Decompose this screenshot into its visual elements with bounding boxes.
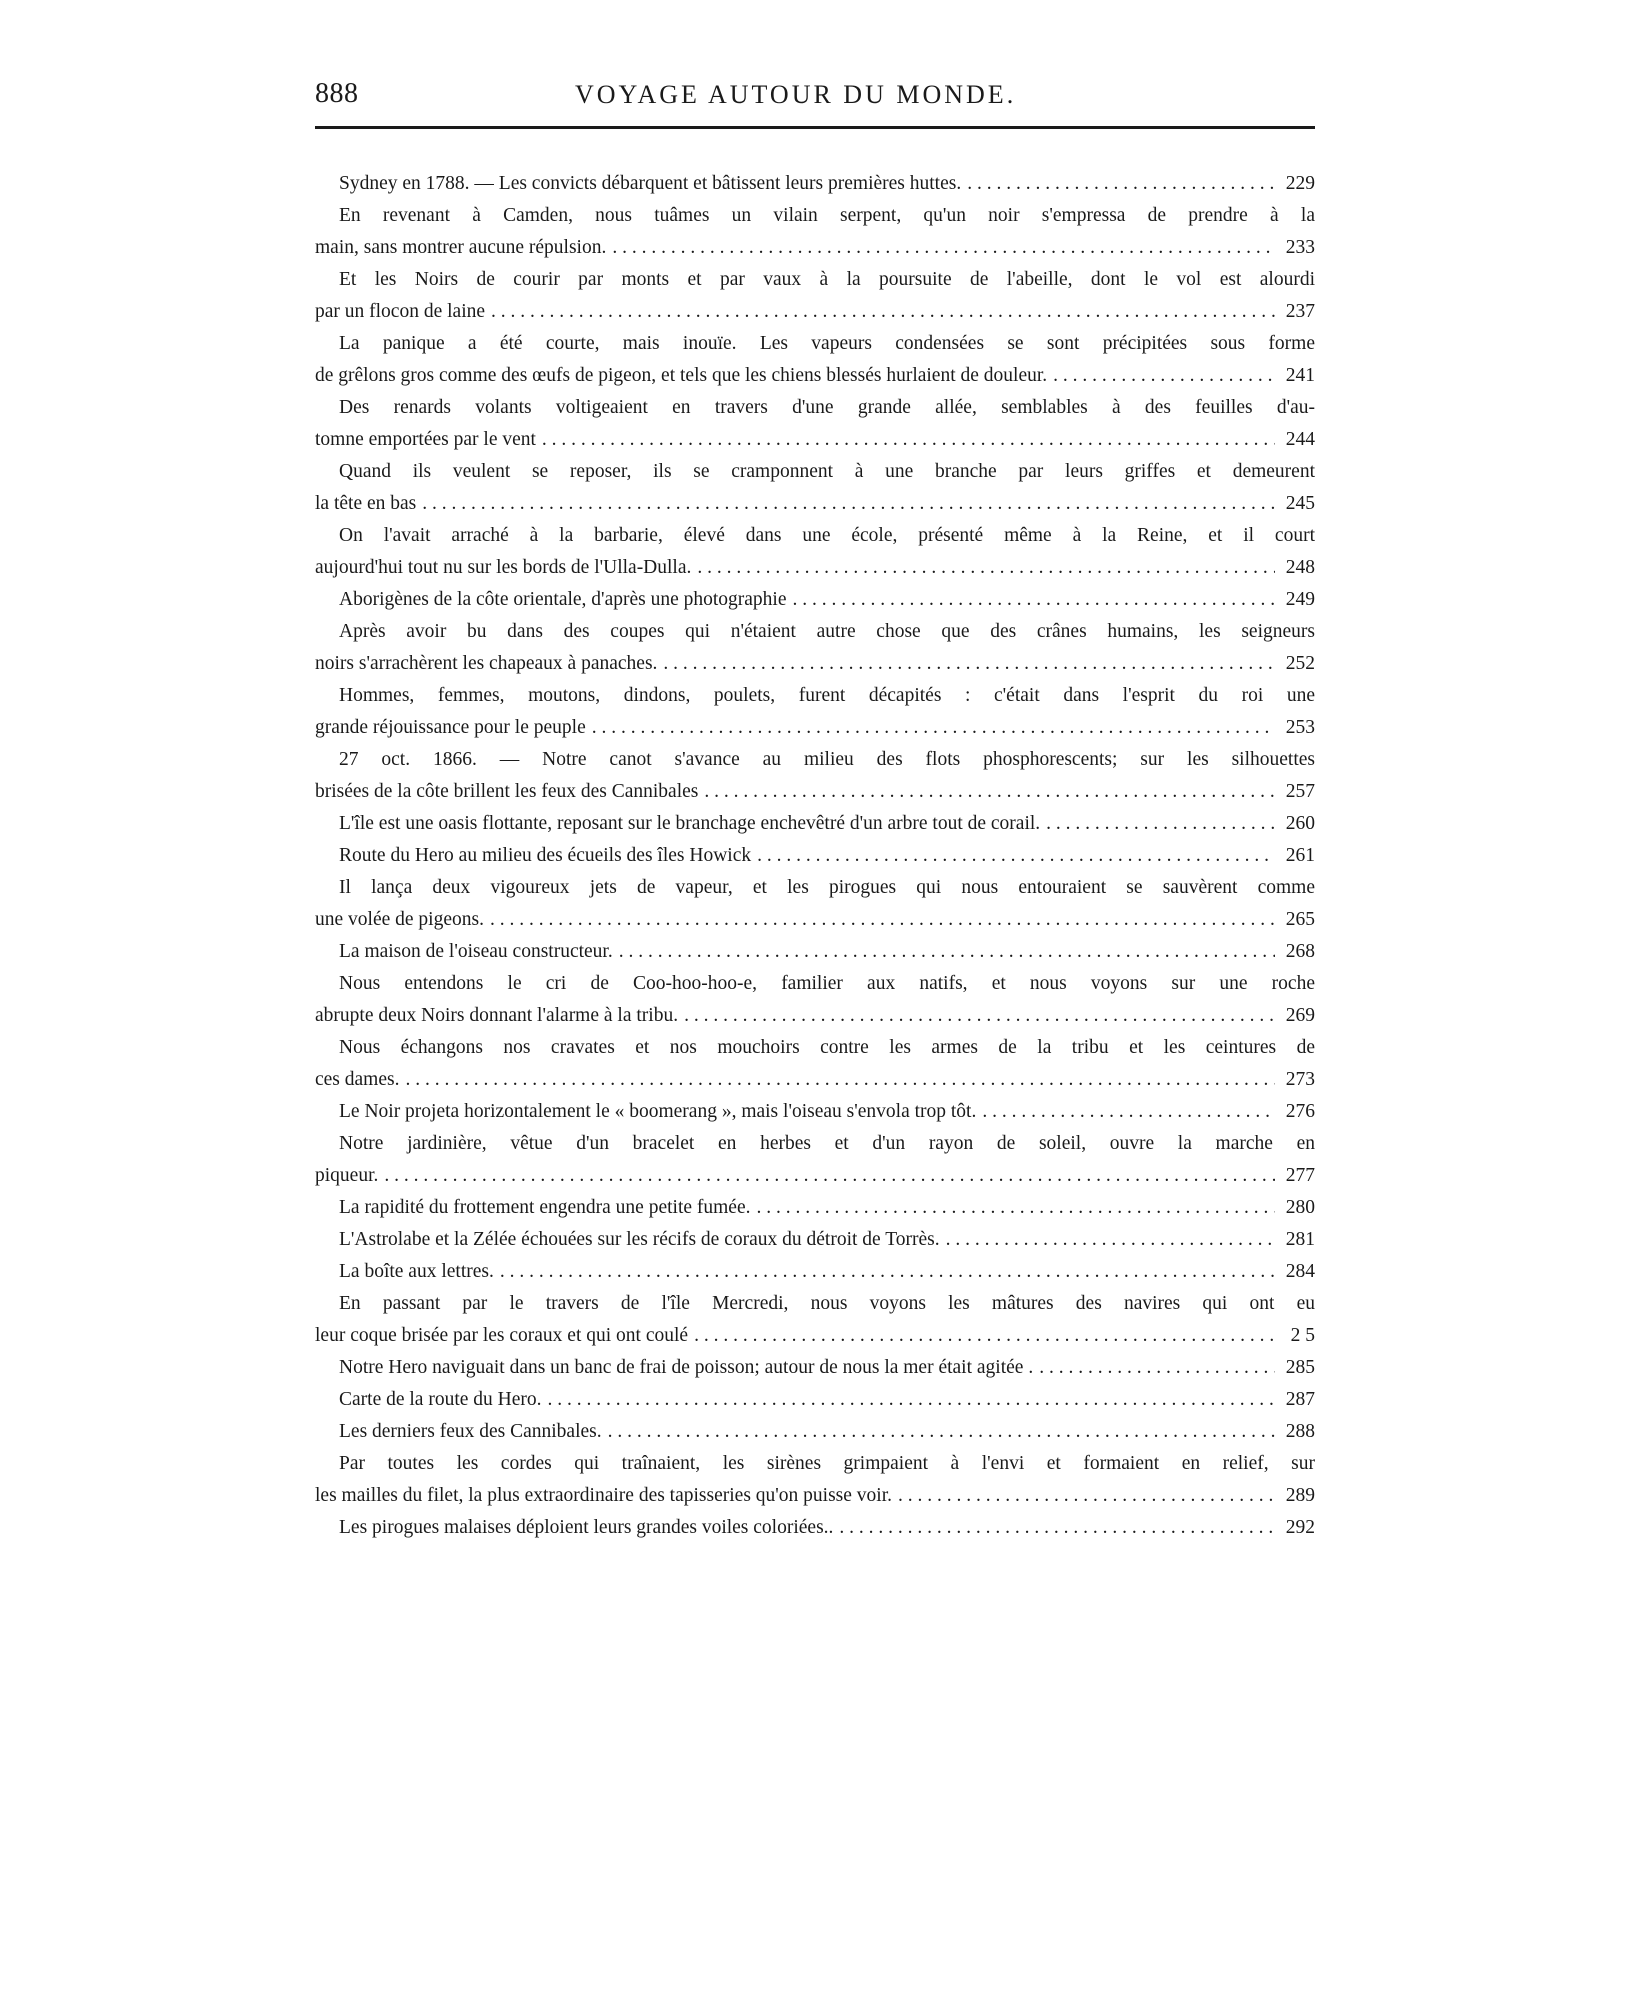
entry-caption-first-line: Notre jardinière, vêtue d'un bracelet en herbes et d'un rayon de soleil, ouvre la marche en [339,1133,1315,1154]
entry-caption-first-line: Après avoir bu dans des coupes qui n'étaient autre chose que des crânes humains, les seigneurs [339,621,1315,642]
entry-caption-last-line: ces dames. [315,1069,400,1090]
entry-caption-first-line: Par toutes les cordes qui traînaient, les sirènes grimpaient à l'envi et formaient en relief, sur [339,1453,1315,1474]
entry-caption-last-line: une volée de pigeons. [315,909,484,930]
dot-leader [484,904,1275,936]
entry-caption-last-line: piqueur. [315,1165,379,1186]
entry-line [315,840,1315,872]
dot-leader [751,840,1275,872]
list-item [315,744,1315,808]
dot-leader [399,1064,1275,1096]
header-rule [315,126,1315,129]
entry-caption-last-line: abrupte deux Noirs donnant l'alarme à la tribu. [315,1005,679,1026]
list-item [315,1224,1315,1256]
dot-leader [416,488,1275,520]
entry-line [315,712,1315,744]
entry-line [315,648,1315,680]
entry-caption-last-line: main, sans montrer aucune répulsion. [315,237,607,258]
entry-line [315,232,1315,264]
list-item [315,808,1315,840]
entry-page-number: 257 [1285,781,1315,802]
entry-caption-first-line: En revenant à Camden, nous tuâmes un vilain serpent, qu'un noir s'empressa de prendre à la [339,205,1315,226]
entry-line [315,1384,1315,1416]
entry-line [315,808,1315,840]
entry-page-number: 2 5 [1290,1325,1315,1346]
dot-leader [542,1384,1275,1416]
entry-caption-last-line: de grêlons gros comme des œufs de pigeon, et tels que les chiens blessés hurlaient de douleur. [315,365,1048,386]
entry-caption-last-line: la tête en bas [315,493,417,514]
dot-leader [751,1192,1276,1224]
entry-line [315,904,1315,936]
illustration-list [315,168,1315,1544]
page-header [315,70,1315,122]
entry-line [315,1192,1315,1224]
entry-page-number: 289 [1285,1485,1315,1506]
entry-page-number: 285 [1285,1357,1315,1378]
entry-page-number: 265 [1285,909,1315,930]
entry-line [315,936,1315,968]
entry-page-number: 261 [1285,845,1315,866]
list-item [315,968,1315,1032]
page-number: 888 [315,78,359,109]
list-item [315,1032,1315,1096]
entry-page-number: 280 [1285,1197,1315,1218]
entry-page-number: 276 [1285,1101,1315,1122]
entry-caption-first-line: On l'avait arraché à la barbarie, élevé dans une école, présenté même à la Reine, et il court [339,525,1315,546]
entry-caption-first-line: Nous entendons le cri de Coo-hoo-hoo-e, familier aux natifs, et nous voyons sur une roche [339,973,1315,994]
dot-leader [892,1480,1275,1512]
entry-caption-first-line: Des renards volants voltigeaient en travers d'une grande allée, semblables à des feuilles d'au- [339,397,1315,418]
dot-leader [536,424,1275,456]
document-page [315,70,1315,1538]
dot-leader [586,712,1275,744]
list-item [315,392,1315,456]
entry-line [315,552,1315,584]
entry-page-number: 284 [1285,1261,1315,1282]
list-item [315,584,1315,616]
dot-leader [494,1256,1275,1288]
entry-page-number: 292 [1285,1517,1315,1538]
list-item [315,200,1315,264]
list-item [315,1384,1315,1416]
entry-page-number: 253 [1285,717,1315,738]
entry-caption: L'Astrolabe et la Zélée échouées sur les récifs de coraux du détroit de Torrès. [339,1229,940,1250]
entry-caption-last-line: noirs s'arrachèrent les chapeaux à panaches. [315,653,658,674]
dot-leader [787,584,1275,616]
list-item [315,840,1315,872]
entry-caption-last-line: grande réjouissance pour le peuple [315,717,586,738]
entry-line [315,584,1315,616]
entry-caption-last-line: aujourd'hui tout nu sur les bords de l'Ulla-Dulla. [315,557,692,578]
entry-caption: La boîte aux lettres. [339,1261,494,1282]
entry-line [315,1096,1315,1128]
dot-leader [485,296,1275,328]
entry-line [315,1480,1315,1512]
list-item [315,1416,1315,1448]
entry-page-number: 277 [1285,1165,1315,1186]
entry-caption-first-line: Nous échangons nos cravates et nos mouchoirs contre les armes de la tribu et les ceintures de [339,1037,1315,1058]
entry-caption-last-line: brisées de la côte brillent les feux des Cannibales [315,781,699,802]
entry-line [315,1256,1315,1288]
dot-leader [940,1224,1275,1256]
entry-page-number: 248 [1285,557,1315,578]
entry-caption: Les pirogues malaises déploient leurs grandes voiles coloriées.. [339,1517,834,1538]
dot-leader [833,1512,1275,1544]
entry-caption-first-line: Et les Noirs de courir par monts et par vaux à la poursuite de l'abeille, dont le vol est alourdi [339,269,1315,290]
dot-leader [606,232,1275,264]
list-item [315,1096,1315,1128]
list-item [315,520,1315,584]
list-item [315,680,1315,744]
entry-caption: Notre Hero naviguait dans un banc de frai de poisson; autour de nous la mer était agitée . [339,1357,1034,1378]
entry-line [315,1512,1315,1544]
entry-line [315,1320,1315,1352]
entry-caption: La maison de l'oiseau constructeur. [339,941,613,962]
list-item [315,1448,1315,1512]
entry-caption-last-line: tomne emportées par le vent [315,429,536,450]
entry-caption-last-line: par un flocon de laine [315,301,486,322]
entry-page-number: 260 [1285,813,1315,834]
list-item [315,1352,1315,1384]
list-item [315,872,1315,936]
list-item [315,616,1315,680]
running-title: VOYAGE AUTOUR DU MONDE. [575,80,1017,109]
list-item [315,1128,1315,1192]
list-item [315,1256,1315,1288]
entry-caption: Route du Hero au milieu des écueils des îles Howick [339,845,752,866]
entry-page-number: 233 [1285,237,1315,258]
entry-line [315,1000,1315,1032]
dot-leader [688,1320,1275,1352]
dot-leader [602,1416,1275,1448]
entry-line [315,1064,1315,1096]
entry-page-number: 229 [1285,173,1315,194]
dot-leader [1040,808,1275,840]
entry-page-number: 241 [1285,365,1315,386]
entry-page-number: 252 [1285,653,1315,674]
entry-line [315,168,1315,200]
list-item [315,168,1315,200]
entry-caption: Carte de la route du Hero. [339,1389,542,1410]
dot-leader [657,648,1275,680]
dot-leader [961,168,1275,200]
list-item [315,1192,1315,1224]
dot-leader [1033,1352,1275,1384]
entry-line [315,488,1315,520]
entry-line [315,776,1315,808]
entry-line [315,1224,1315,1256]
dot-leader [691,552,1275,584]
entry-page-number: 268 [1285,941,1315,962]
dot-leader [1047,360,1275,392]
entry-caption-first-line: 27 oct. 1866. — Notre canot s'avance au milieu des flots phosphorescents; sur les silhouettes [339,749,1315,770]
entry-caption: La rapidité du frottement engendra une petite fumée. [339,1197,751,1218]
entry-caption: Le Noir projeta horizontalement le « boomerang », mais l'oiseau s'envola trop tôt. [339,1101,977,1122]
entry-caption: L'île est une oasis flottante, reposant sur le branchage enchevêtré d'un arbre tout de corail. [339,813,1041,834]
entry-line [315,1416,1315,1448]
entry-line [315,360,1315,392]
entry-page-number: 249 [1285,589,1315,610]
list-item [315,264,1315,328]
entry-line [315,296,1315,328]
entry-caption: Les derniers feux des Cannibales. [339,1421,602,1442]
dot-leader [678,1000,1275,1032]
entry-page-number: 281 [1285,1229,1315,1250]
entry-page-number: 245 [1285,493,1315,514]
list-item [315,936,1315,968]
list-item [315,1288,1315,1352]
entry-page-number: 287 [1285,1389,1315,1410]
dot-leader [613,936,1275,968]
entry-caption-last-line: les mailles du filet, la plus extraordinaire des tapisseries qu'on puisse voir. [315,1485,893,1506]
entry-line [315,1160,1315,1192]
entry-caption-last-line: leur coque brisée par les coraux et qui ont coulé [315,1325,689,1346]
entry-caption-first-line: En passant par le travers de l'île Mercredi, nous voyons les mâtures des navires qui ont eu [339,1293,1315,1314]
entry-caption: Aborigènes de la côte orientale, d'après une photographie [339,589,787,610]
entry-page-number: 244 [1285,429,1315,450]
entry-caption-first-line: La panique a été courte, mais inouïe. Les vapeurs condensées se sont précipitées sous forme [339,333,1315,354]
entry-page-number: 269 [1285,1005,1315,1026]
entry-line [315,1352,1315,1384]
entry-page-number: 288 [1285,1421,1315,1442]
list-item [315,1512,1315,1544]
list-item [315,328,1315,392]
list-item [315,456,1315,520]
entry-caption-first-line: Il lança deux vigoureux jets de vapeur, et les pirogues qui nous entouraient se sauvèrent comme [339,877,1315,898]
entry-caption-first-line: Hommes, femmes, moutons, dindons, poulets, furent décapités : c'était dans l'esprit du roi une [339,685,1315,706]
entry-caption-first-line: Quand ils veulent se reposer, ils se cramponnent à une branche par leurs griffes et demeurent [339,461,1315,482]
dot-leader [976,1096,1275,1128]
dot-leader [698,776,1275,808]
entry-page-number: 237 [1285,301,1315,322]
entry-caption: Sydney en 1788. — Les convicts débarquent et bâtissent leurs premières huttes. [339,173,962,194]
dot-leader [378,1160,1275,1192]
entry-page-number: 273 [1285,1069,1315,1090]
entry-line [315,424,1315,456]
